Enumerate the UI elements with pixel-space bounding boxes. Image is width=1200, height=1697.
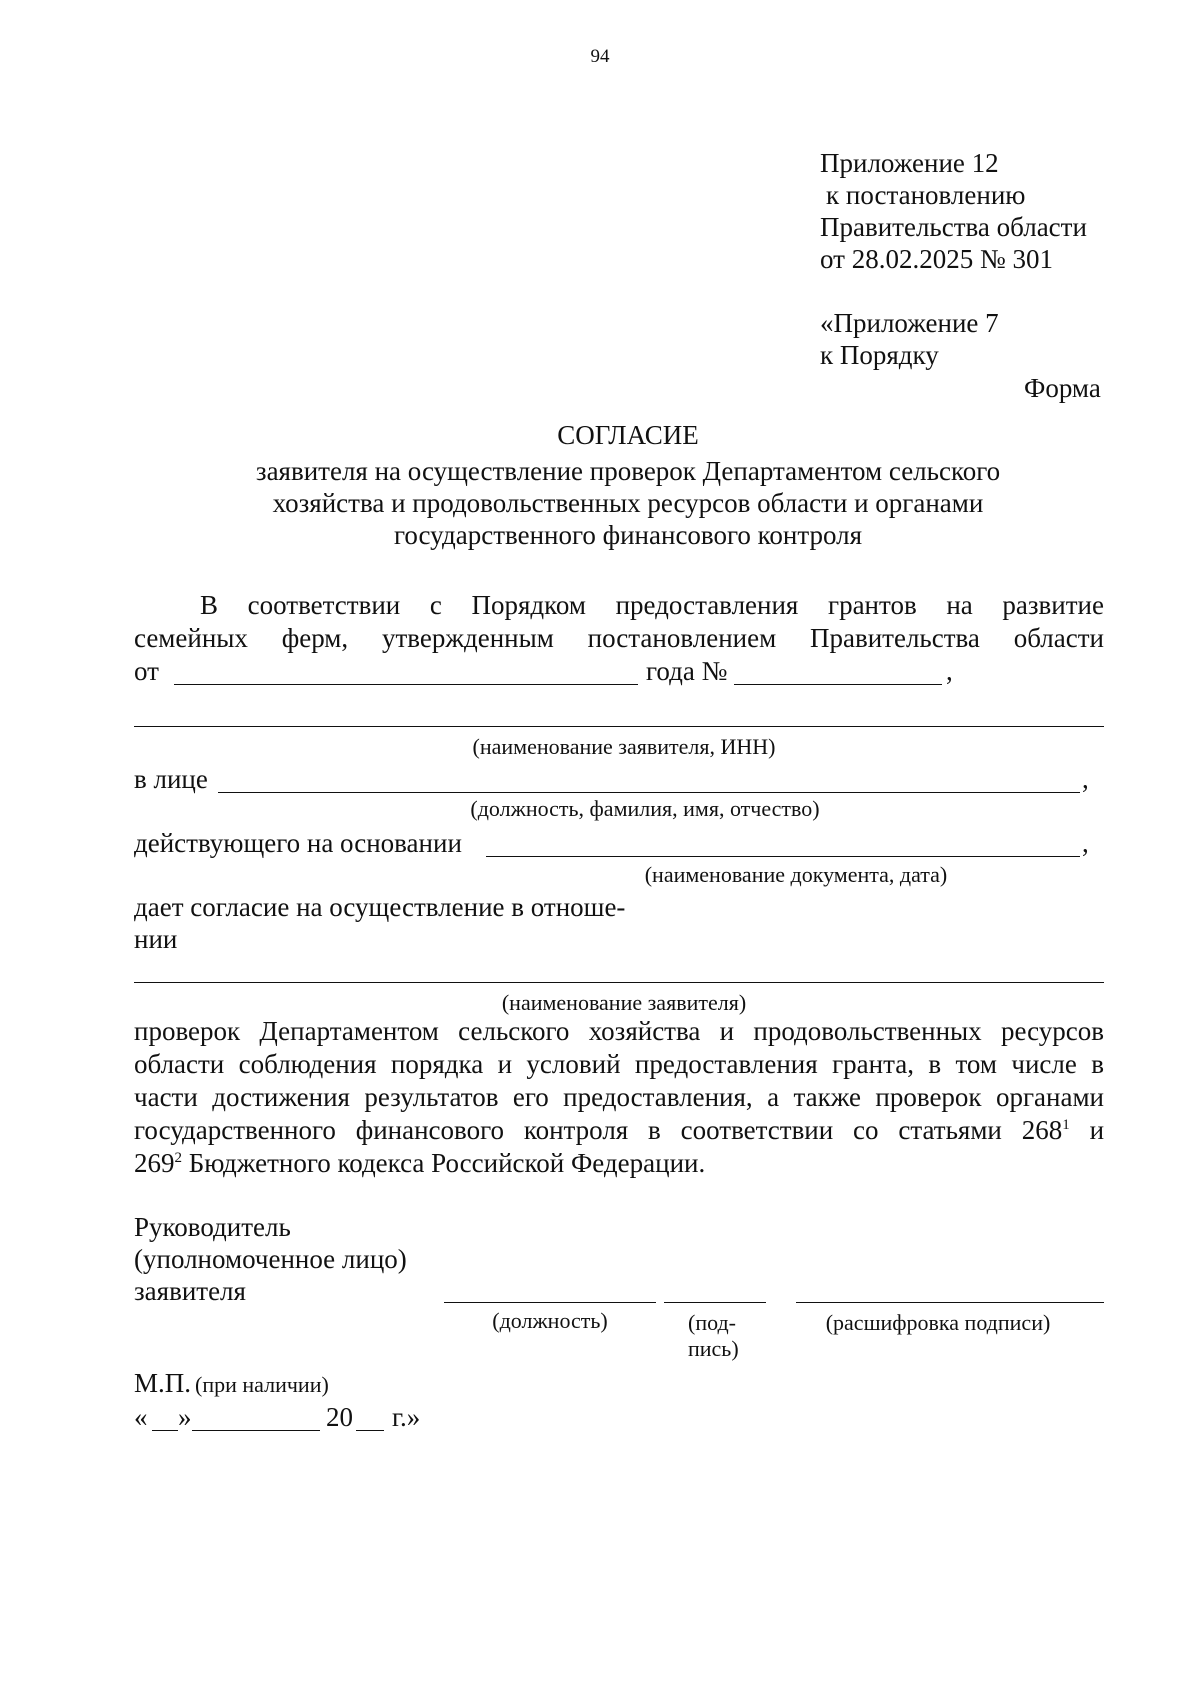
basis-document-field[interactable] xyxy=(486,856,1080,857)
doc-subtitle-2: хозяйства и продовольственных ресурсов области и органами xyxy=(272,488,984,518)
appendix-line-1: Приложение 12 xyxy=(820,148,999,178)
signer-line-3: заявителя xyxy=(134,1276,246,1306)
date-open-quote: « xyxy=(134,1402,148,1432)
acting-basis-label: действующего на основании xyxy=(134,828,462,858)
appendix-line-4: от 28.02.2025 № 301 xyxy=(820,244,1053,274)
date-year-suffix: г.» xyxy=(392,1402,421,1432)
sub-appendix-line-1: «Приложение 7 xyxy=(820,308,999,338)
stamp-mp: М.П. xyxy=(134,1368,192,1398)
stamp-line xyxy=(134,1368,329,1399)
date-year-prefix: 20 xyxy=(326,1402,353,1432)
signature-decode-field[interactable] xyxy=(796,1302,1104,1303)
intro-line-1: В соответствии с Порядком предоставления грантов на развитие xyxy=(200,590,1104,620)
doc-subtitle-3: государственного финансового контроля xyxy=(393,520,863,550)
page-number: 94 xyxy=(590,46,610,67)
caption-doc-date: (наименование документа, дата) xyxy=(644,862,948,887)
applicant-name-inn-field[interactable] xyxy=(134,726,1104,727)
consent-line-2: нии xyxy=(134,924,178,954)
caption-position-fio: (должность, фамилия, имя, отчество) xyxy=(470,796,820,821)
consent-line-1: дает согласие на осуществление в отноше- xyxy=(134,892,626,922)
decree-number-field[interactable] xyxy=(734,684,942,685)
doc-title: СОГЛАСИЕ xyxy=(557,420,699,450)
intro-line-2: семейных ферм, утвержденным постановлением Правительства области xyxy=(134,623,1104,653)
intro-comma: , xyxy=(946,656,953,686)
intro-year-label: года № xyxy=(646,656,728,686)
signer-line-1: Руководитель xyxy=(134,1212,291,1242)
body-line-2: области соблюдения порядка и условий предоставления гранта, в том числе в xyxy=(134,1049,1104,1079)
signature-field[interactable] xyxy=(664,1302,766,1303)
date-close-quote: » xyxy=(178,1402,192,1432)
in-person-label: в лице xyxy=(134,764,208,794)
stamp-if-any: (при наличии) xyxy=(195,1372,329,1397)
caption-signature-1: (под- xyxy=(688,1310,736,1335)
date-day-field[interactable] xyxy=(152,1430,178,1431)
body-line-4: государственного финансового контроля в соответствии со статьями $268^1$ и xyxy=(134,1115,1105,1145)
caption-position: (должность) xyxy=(492,1308,608,1333)
caption-applicant-name-inn: (наименование заявителя, ИНН) xyxy=(472,734,776,759)
applicant-name-field[interactable] xyxy=(134,982,1104,983)
date-year-field[interactable] xyxy=(356,1430,384,1431)
appendix-line-3: Правительства области xyxy=(820,212,1087,242)
body-line-1: проверок Департаментом сельского хозяйства и продовольственных ресурсов xyxy=(134,1016,1104,1046)
comma-1: , xyxy=(1082,764,1089,794)
decree-date-field[interactable] xyxy=(174,684,638,685)
sub-appendix-line-2: к Порядку xyxy=(820,340,939,370)
form-label: Форма xyxy=(1024,373,1101,403)
date-month-field[interactable] xyxy=(192,1430,320,1431)
caption-signature-2: пись) xyxy=(688,1336,739,1361)
appendix-line-2: к постановлению xyxy=(826,180,1026,210)
caption-signature-decode: (расшифровка подписи) xyxy=(825,1310,1051,1335)
doc-subtitle-1: заявителя на осуществление проверок Департаментом сельского xyxy=(255,456,1001,486)
signer-line-2: (уполномоченное лицо) xyxy=(134,1244,407,1274)
intro-from-label: от xyxy=(134,656,159,686)
body-line-3: части достижения результатов его предоставления, а также проверок органами xyxy=(134,1082,1104,1112)
comma-2: , xyxy=(1082,828,1089,858)
body-line-5: $269^2$ Бюджетного кодекса Российской Федерации. xyxy=(134,1148,706,1178)
caption-applicant-name: (наименование заявителя) xyxy=(501,990,747,1015)
representative-field[interactable] xyxy=(218,792,1080,793)
position-field[interactable] xyxy=(444,1302,656,1303)
